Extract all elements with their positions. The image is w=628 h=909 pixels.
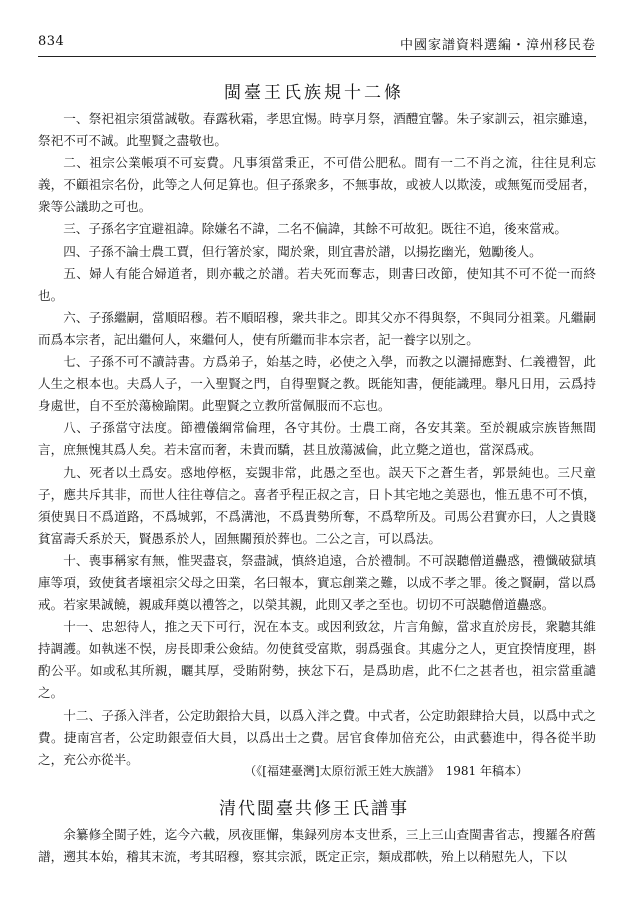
- rule-paragraph-3: 三、子孫名字宜避祖諱。除嫌名不諱，二名不偏諱，其餘不可故犯。既往不追，後來當戒。: [63, 221, 567, 237]
- rule-paragraph-8: 八、子孫當守法度。節禮儀綱常倫理，各守其份。士農工商，各安其業。至於親戚宗族皆無間言，庶無愧其爲人矣。若未富而奢，未貴而驕，甚且放蕩滅倫，此立斃之道也，當深爲戒。: [38, 420, 596, 458]
- rules-body: [38, 108, 596, 771]
- genealogy-paragraph-1: 余纂修全閩子姓，迄今六載，夙夜匪懈，集録列房本支世系，三上三山查閩書省志，搜羅各府舊譜，遡其本始，稽其末流，考其昭穆，察其宗派，既定正宗，類成郡帙，殆上以稍慰先人，下以: [38, 827, 596, 865]
- rule-paragraph-7: 七、子孫不可不讀詩書。方爲弟子，始基之時，必使之入學，而教之以灑掃應對、仁義禮智，此人生之根本也。夫爲人子，一入聖賢之門，自得聖賢之教。既能知書，便能識理。舉凡日用，云爲持身處世，自不至於蕩檢踰閑。此聖賢之立教所當佩服而不忘也。: [38, 354, 596, 414]
- rule-paragraph-11: 十一、忠恕待人，推之天下可行，況在本支。或因利致忿，片言角鯨，當求直於房長，衆聽其維持調護。如執迷不悮，房長即秉公僉結。勿使貧受富欺，弱爲强食。其處分之人，更宜揆情度理，斟酌公平。如或私其所親，曬其厚，受賄附勢，挾忿下石，是爲助虐，此不仁之甚者也，祖宗當重譴之。: [38, 619, 596, 701]
- rule-paragraph-9: 九、死者以土爲安。惑地停柩，妄覬非常，此愚之至也。誤天下之蒼生者，郭景純也。三尺童子，應共斥其非，而世人往往尊信之。喜者乎程正叔之言，日卜其宅地之美惡也，惟五患不可不慎，須使異日不爲道路，不爲城郭，不爲溝池，不爲貴勢所奪，不爲犂所及。司馬公君實亦曰，人之貴賤貧富壽夭系於天，賢愚系於人，固無關預於葬也。二公之言，可以爲法。: [38, 464, 596, 546]
- book-title: 中國家譜資料選編・漳州移民卷: [399, 38, 596, 53]
- rule-paragraph-10: 十、喪事稱家有無，惟哭盡哀，祭盡誠，慎終追遠，合於禮制。不可誤聽僧道蠱惑，禮懺破獄填庫等項，致使貧者壞祖宗父母之田業，名曰報本，實忘創業之難，以成不孝之罪。後之賢嗣，當以爲戒。若家果誠饒，親戚拜奠以禮答之，以榮其親，此則又孝之至也。切切不可誤聽僧道蠱惑。: [38, 552, 596, 613]
- section-title-genealogy: 清代閩臺共修王氏譜事: [219, 799, 409, 819]
- rule-paragraph-2: 二、祖宗公業帳項不可妄費。凡事須當秉正，不可借公肥私。間有一二不肖之流，往往見利忘義，不顧祖宗名份，此等之人何足算也。但子孫衆多，不無事故，或被人以欺淩，或無冤而受屈者，衆等公議助之可也。: [38, 155, 596, 215]
- rule-paragraph-12: 十二、子孫入泮者，公定助銀拾大員，以爲入泮之費。中式者，公定助銀肆拾大員，以爲中式之費。捷南宫者，公定助銀壹佰大員，以爲出士之費。居官食俸加倍充公，由武藝進中，得各從半助之，充公亦從半。: [38, 707, 596, 767]
- genealogy-body: [38, 824, 596, 868]
- rule-paragraph-6: 六、子孫繼嗣，當順昭穆。若不順昭穆，衆共非之。即其父亦不得與祭，不與同分祖業。凡繼嗣而爲本宗者，記出繼何人，來繼何人，使有所繼而非本宗者，記一養字以别之。: [38, 309, 596, 347]
- page-header: [38, 32, 596, 58]
- rule-paragraph-4: 四、子孫不論士農工賈，但行箸於家，聞於衆，則宜書於譜，以揚扢幽光，勉勵後人。: [63, 243, 542, 259]
- header-rule: [38, 56, 596, 57]
- page-number: 834: [38, 34, 65, 49]
- source-citation: （《[福建臺灣]太原衍派王姓大族譜》 1981 年稿本）: [244, 764, 528, 778]
- rule-paragraph-1: 一、祭祀祖宗須當誠敬。春露秋霜，孝思宜惕。時享月祭，酒醴宜馨。朱子家訓云，祖宗雖遠，祭祀不可不誠。此聖賢之盡敬也。: [38, 111, 596, 149]
- rule-paragraph-5: 五、婦人有能合婦道者，則亦載之於譜。若夫死而奪志，則書曰改節，使知其不可不從一而終也。: [38, 265, 596, 303]
- section-title-rules: 閩臺王氏族規十二條: [224, 83, 404, 103]
